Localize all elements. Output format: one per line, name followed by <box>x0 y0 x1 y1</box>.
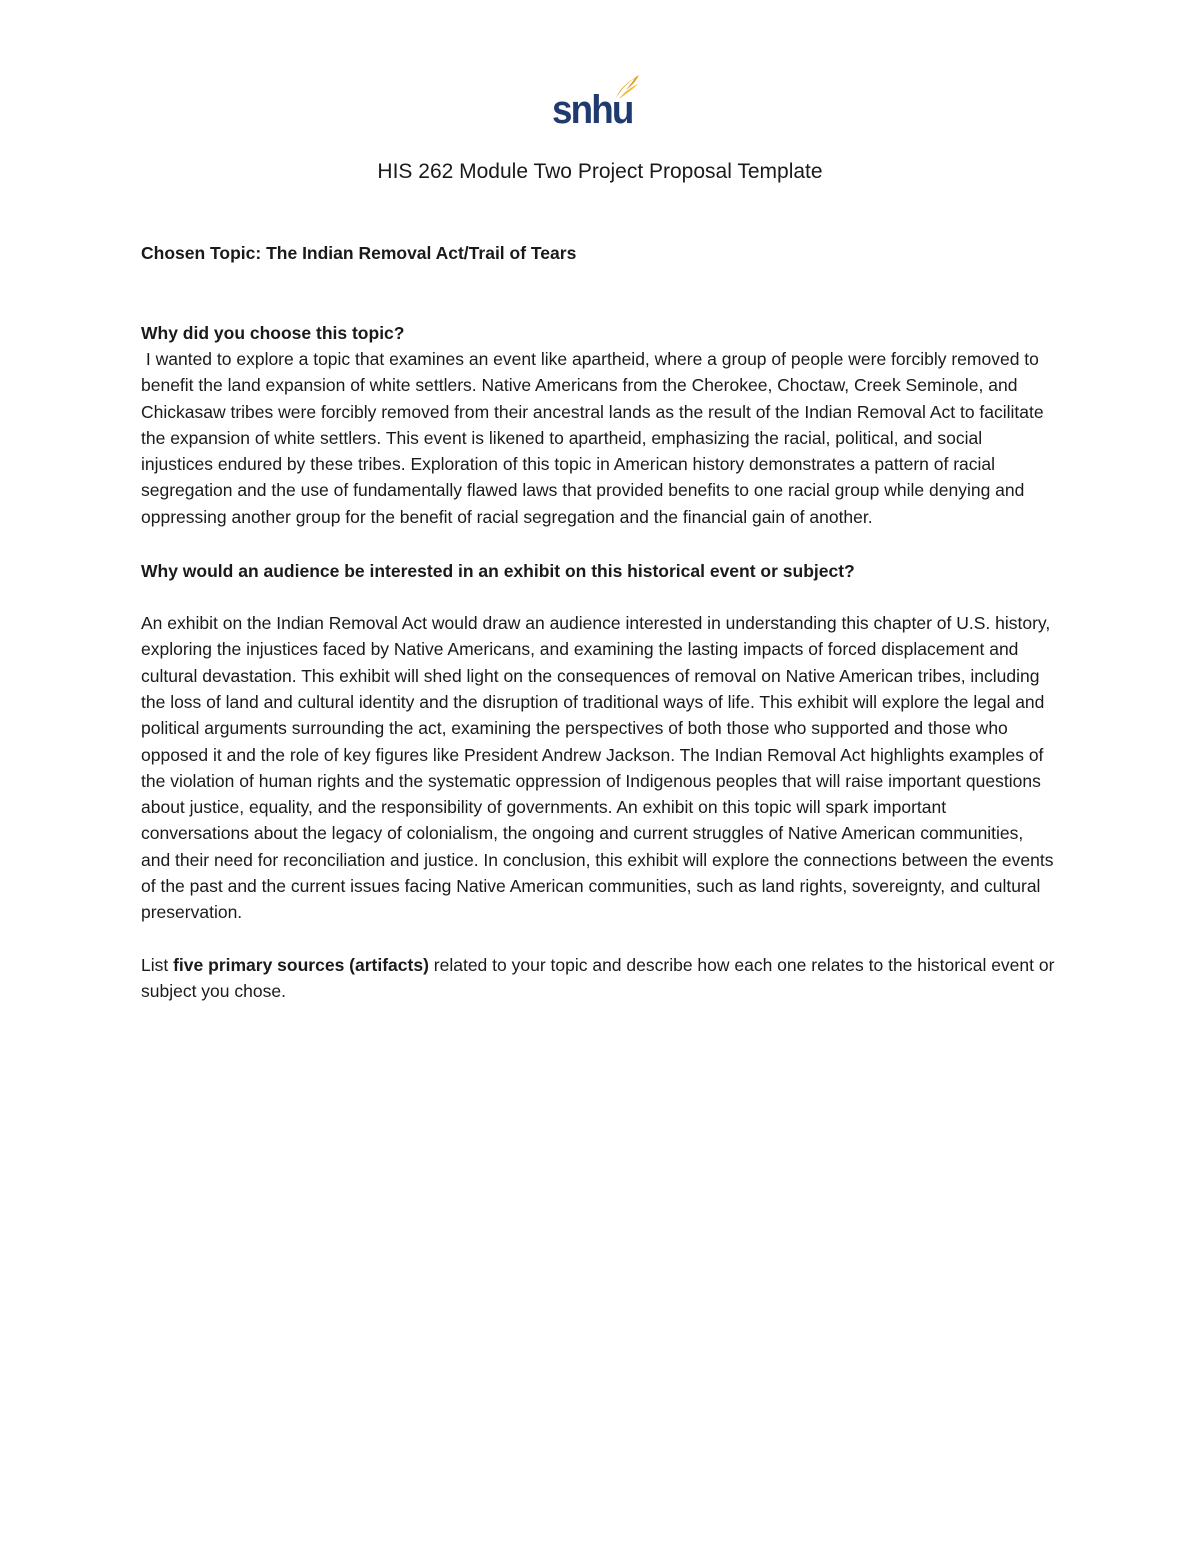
instruction-prefix: List <box>141 954 174 975</box>
document-body <box>141 240 1060 1004</box>
logo-wordmark: snhu <box>552 88 633 132</box>
primary-sources-instruction <box>141 952 1060 1005</box>
chosen-topic-heading: Chosen Topic: The Indian Removal Act/Trail of Tears <box>141 243 577 263</box>
why-topic-heading: Why did you choose this topic? <box>141 323 405 343</box>
snhu-logo <box>552 72 644 134</box>
audience-heading: Why would an audience be interested in an exhibit on this historical event or subject? <box>141 561 855 582</box>
instruction-emphasis: five primary sources (artifacts) <box>173 954 429 975</box>
instruction-suffix: related to your topic and describe how each one relates to the historical event or subject you chose. <box>141 954 1060 1001</box>
audience-paragraph: An exhibit on the Indian Removal Act would draw an audience interested in understanding this chapter of U.S. history, exploring the injustices faced by Native Americans, and examining the lasting impacts of forced displacement and cultural devastation. This exhibit will shed light on the consequences of removal on Native American tribes, including the loss of land and cultural identity and the disruption of traditional ways of life. This exhibit will explore the legal and political arguments surrounding the act, examining the perspectives of both those who supported and those who opposed it and the role of key figures like President Andrew Jackson. The Indian Removal Act highlights examples of the violation of human rights and the systematic oppression of Indigenous peoples that will raise important questions about justice, equality, and the responsibility of governments. An exhibit on this topic will spark important conversations about the legacy of colonialism, the ongoing and current struggles of Native American communities, and their need for reconciliation and justice. In conclusion, this exhibit will explore the connections between the events of the past and the current issues facing Native American communities, such as land rights, sovereignty, and cultural preservation. <box>141 613 1054 923</box>
document-title: HIS 262 Module Two Project Proposal Template <box>377 160 823 183</box>
why-topic-paragraph: I wanted to explore a topic that examines an event like apartheid, where a group of people were forcibly removed to benefit the land expansion of white settlers. Native Americans from the Cherokee, Choctaw, Creek Seminole, and Chickasaw tribes were forcibly removed from their ancestral lands as the result of the Indian Removal Act to facilitate the expansion of white settlers. This event is likened to apartheid, emphasizing the racial, political, and social injustices endured by these tribes. Exploration of this topic in American history demonstrates a pattern of racial segregation and the use of fundamentally flawed laws that provided benefits to one racial group while denying and oppressing another group for the benefit of racial segregation and the financial gain of another. <box>141 349 1049 527</box>
